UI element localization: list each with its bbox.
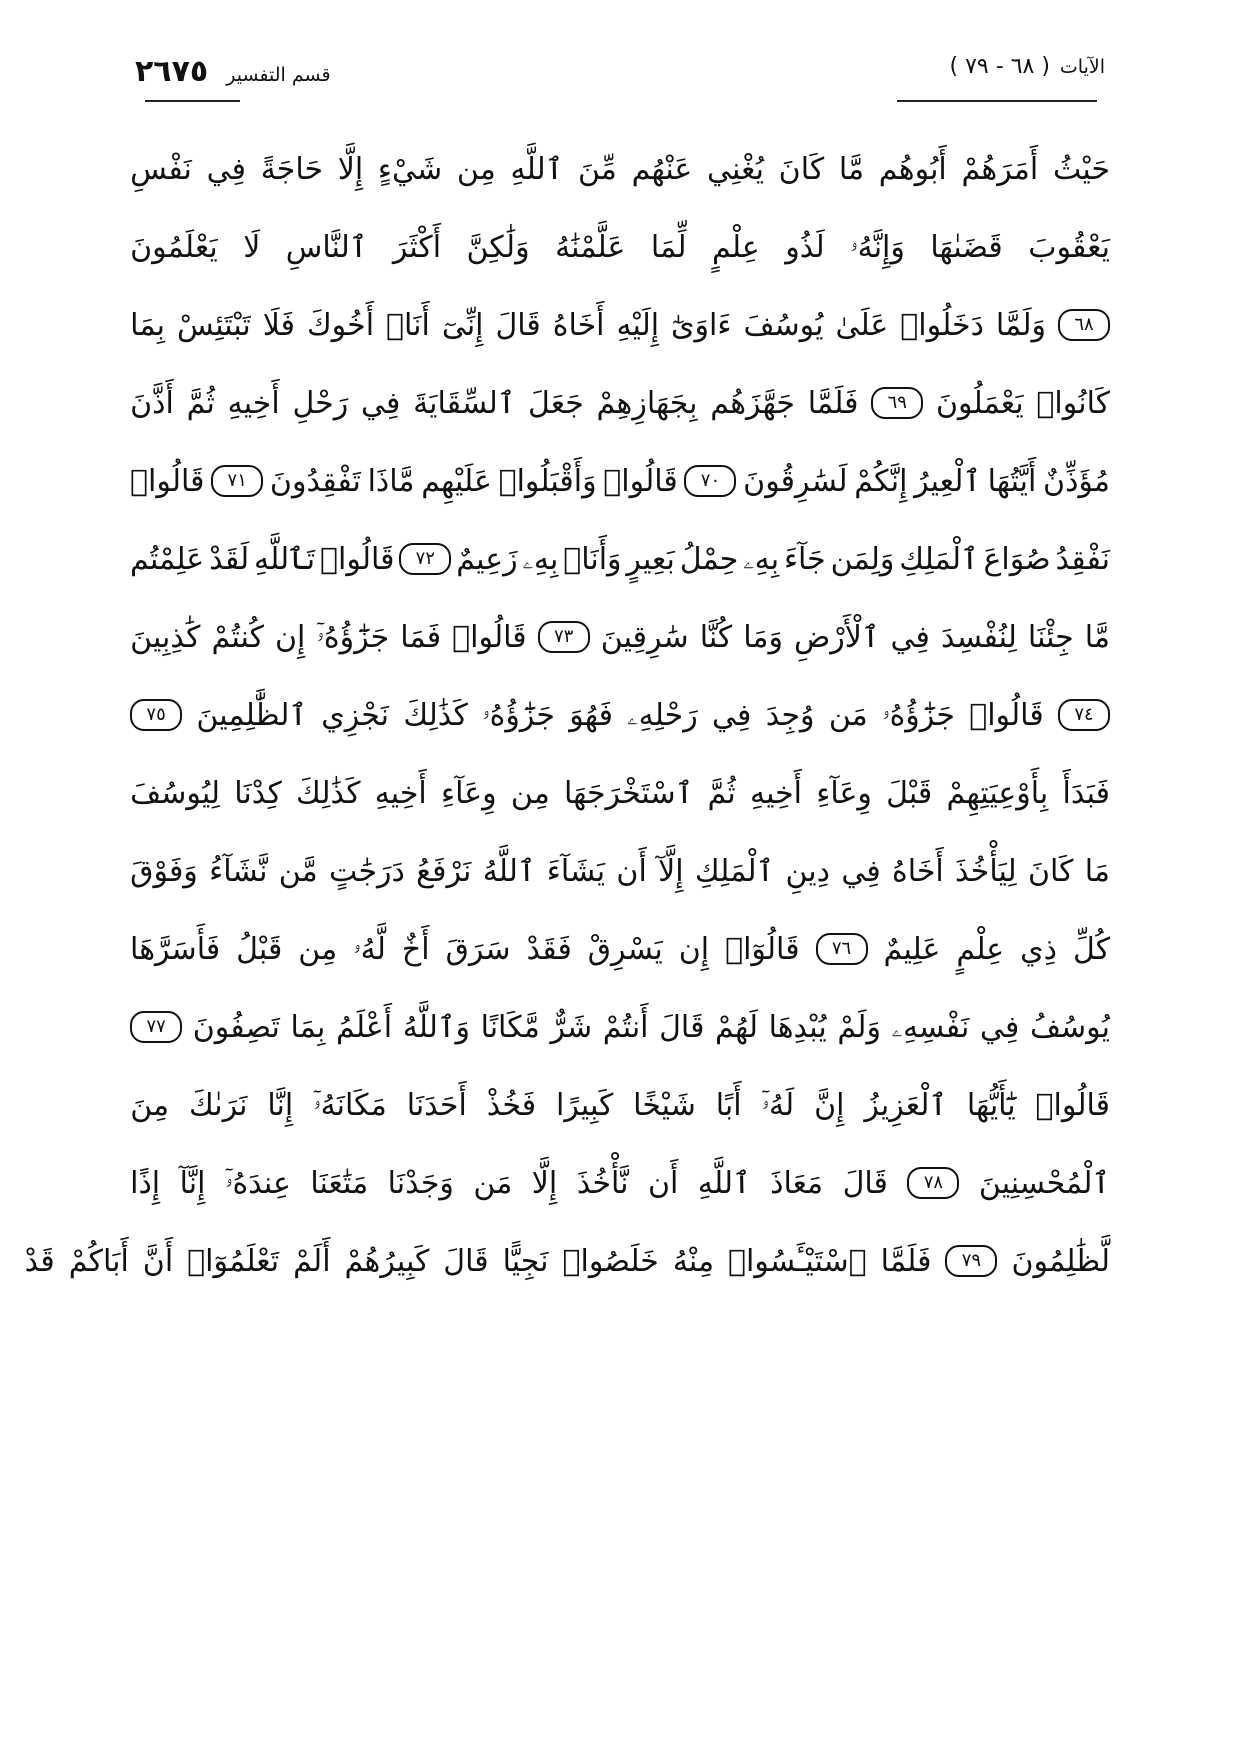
verse-word: لَذُو [785,229,825,265]
verse-number-marker: ٧١ [211,465,263,497]
verse-word: أَخِيهِ [750,775,803,811]
verse-word: فِي [206,151,246,187]
verse-word: لَسَٰرِقُونَ [743,463,848,499]
verse-word: مِن [510,775,550,811]
text-line [130,286,1110,364]
verse-word: أَن [616,853,647,889]
verse-word: تَٱللَّهِ [254,541,316,577]
verse-word: كَذَٰلِكَ [296,775,361,811]
verse-word: شَرٌّ [550,1009,593,1045]
verse-word: عَلَيْهِم [421,463,492,499]
section-title: قسم التفسير [226,64,331,86]
verse-word: ٱلنَّاسِ [285,229,368,265]
verse-word: ثُمَّ [186,385,215,421]
verse-word: أَخِيهِ [227,385,280,421]
verse-word: بِمَا [130,307,166,343]
verse-number-marker: ٦٩ [871,387,923,419]
verse-word: لَهُمْ [715,1009,758,1045]
verse-word: إِن [274,619,306,655]
verse-word: مِن [456,151,496,187]
verse-word: فِي [360,385,401,421]
text-line [130,910,1110,988]
verse-word: مَن [473,1165,513,1201]
verse-word: يَسْرِقْ [587,931,663,967]
verse-word: وَلَٰكِنَّ [466,229,530,265]
verse-word: كِدْنَا [234,775,282,811]
verse-range: ( ٦٨ - ٧٩ ) [949,54,1050,79]
verse-word: ٱلْعِيرُ [914,463,981,499]
verse-word: وَأَقْبَلُوا۟ [498,463,597,499]
verse-word: بِهِۦ [522,541,559,577]
verse-word: نَفْقِدُ [1055,541,1110,577]
verse-word: يُغْنِي [707,151,764,187]
verse-word: وُجِدَ [765,697,815,733]
verse-word: إِلَيْهِ [616,307,660,343]
verse-word: ٱلْمَلِكِ [694,853,775,889]
verse-word: قَالَ [443,1243,489,1279]
verse-word: عَلِمْتُم [130,541,205,577]
verse-word: فِي [890,619,930,655]
verse-word: نَّأْخُذَ [576,1165,629,1201]
verse-word: يُوسُفَ [743,307,824,343]
verse-number-marker: ٦٨ [1058,309,1110,341]
header-right-group [950,54,1105,79]
text-line [130,520,1110,598]
verse-word: ذِي [1020,931,1057,967]
verse-word: إِنَّ [814,1087,845,1123]
verse-word: كَانَ [778,151,825,187]
verse-word: قَالَ [495,307,541,343]
verse-word: وَأَنَا۠ [563,541,622,577]
verse-word: وَلِمَن [830,541,895,577]
verse-word: فَأَسَرَّهَا [130,931,221,967]
verse-word: وِعَآءِ [816,775,872,811]
verse-word: كَذَٰلِكَ [403,697,468,733]
verse-word: قَالُوٓا۟ [725,931,800,967]
verse-word: شَيْءٍ [377,151,443,187]
verse-word: شَيْخًا [633,1087,696,1123]
verse-word: ٱلْأَرْضِ [794,619,880,655]
verse-word: إِلَّآ [658,853,684,889]
verse-word: كَبِيرُهُمْ [344,1243,430,1279]
verse-word: فَلَمَّا [880,1243,932,1279]
verse-word: كُلِّ [1072,931,1110,967]
verse-word: فِي [841,853,881,889]
verse-word: فَهُوَ [569,697,613,733]
verse-word: كَانَ [1028,853,1074,889]
text-line [130,130,1110,208]
header-left-group [135,54,331,89]
verse-word: فَقَدْ [526,931,572,967]
verse-word: تَبْتَئِسْ [176,307,251,343]
verse-word: ٱلظَّٰلِمِينَ [196,697,307,733]
verse-word: مَتَٰعَنَا [310,1165,369,1201]
verse-word: فَخُذْ [486,1087,537,1123]
verse-word: فَلَا [262,307,295,343]
verse-word: أَنَّ [142,1243,174,1279]
verse-word: عَلِيمٌ [883,931,941,967]
verse-word: حَاجَةً [260,151,324,187]
verse-word: أَبَاكُمْ [68,1243,129,1279]
verse-word: سَٰرِقِينَ [600,619,689,655]
verse-word: أَيَّتُهَا [987,463,1037,499]
verse-word: إِنِّىٓ [441,307,484,343]
verse-word: يَعْقُوبَ [1028,229,1110,265]
verse-word: أَن [648,1165,679,1201]
verse-number-marker: ٧٤ [1058,699,1110,731]
verse-word: رَحْلِهِۦ [627,697,698,733]
verse-word: فَلَمَّا [807,385,859,421]
verse-word: مَا [1084,853,1110,889]
verse-word: نَّشَآءُ [209,853,268,889]
verse-word: دِينِ [785,853,830,889]
verse-range-label: الآيات [1059,56,1105,78]
verse-word: نَرْفَعُ [416,853,472,889]
running-header [135,54,1105,110]
verse-word: كُنَّا [699,619,733,655]
verse-number-marker: ٧٣ [538,621,590,653]
verse-word: ٱلْعَزِيزُ [864,1087,947,1123]
text-line [130,676,1110,754]
verse-word: قَالُوا۟ [1035,1087,1110,1123]
verse-word: قَالُوا۟ [452,619,527,655]
verse-word: إِنَّكُمْ [854,463,908,499]
verse-number-marker: ٧٨ [907,1167,959,1199]
verse-word: مِّنَ [577,151,617,187]
verse-word: أَحَدَنَا [406,1087,467,1123]
verse-word: تَفْقِدُونَ [269,463,361,499]
verse-word: مَعَاذَ [770,1165,824,1201]
verse-word: جَهَّزَهُم [710,385,795,421]
verse-word: كَبِيرًا [556,1087,614,1123]
verse-number-marker: ٧٧ [130,1011,182,1043]
verse-word: مَّا [1084,619,1110,655]
verse-number-marker: ٧٥ [130,699,182,731]
verse-word: لَا [243,229,261,265]
verse-word: بِهِۦ [743,541,780,577]
verse-word: قَالُوا۟ [320,541,395,577]
verse-word: فَبَدَأَ [1062,775,1110,811]
verse-word: وَمَا [743,619,783,655]
verse-word: بِمَا [290,1009,326,1045]
text-line [130,208,1110,286]
verse-word: يُوسُفُ [1029,1009,1110,1045]
verse-word: جَزَٰٓؤُهُۥٓ [316,619,390,655]
verse-word: سَرَقَ [445,931,511,967]
page-number: ٢٦٧٥ [135,54,209,89]
verse-word: إِلَّا [337,151,364,187]
verse-word: أَنتُمْ [602,1009,649,1045]
verse-word: أَلَمْ [293,1243,331,1279]
verse-word: يَعْمَلُونَ [936,385,1024,421]
verse-word: ٱسْتَيْـَٔسُوا۟ [728,1243,867,1279]
verse-word: قَضَىٰهَا [930,229,1003,265]
verse-word: لَّظَٰلِمُونَ [1011,1243,1110,1279]
verse-word: أَخَاهُ [891,853,944,889]
verse-word: لِيُوسُفَ [130,775,221,811]
verse-word: إِلَّا [531,1165,558,1201]
verse-word: أَخَاهُ [552,307,605,343]
verse-word: نَفْسِهِۦ [891,1009,970,1045]
verse-word: بِجَهَازِهِمْ [596,385,698,421]
verse-word: قَبْلَ [886,775,933,811]
verse-word: بَعِيرٍ [626,541,675,577]
verse-word: وَلَمَّا [995,307,1047,343]
verse-word: رَحْلِ [292,385,349,421]
verse-word: ٱلْمَلِكِ [899,541,979,577]
verse-word: قَدْ [24,1243,55,1279]
verse-word: يَٰٓأَيُّهَا [966,1087,1016,1123]
verse-word: أَمَرَهُمْ [961,151,1039,187]
verse-word: دَرَجَٰتٍ [328,853,405,889]
text-line [130,442,1110,520]
verse-word: لَقَدْ [209,541,250,577]
text-line [130,364,1110,442]
text-line [130,988,1110,1066]
verse-word: جَزَٰٓؤُهُۥ [482,697,555,733]
verse-word: تَعْلَمُوٓا۟ [187,1243,280,1279]
verse-word: عَلَّمْنَٰهُ [555,229,626,265]
verse-word: قَالَ [842,1165,888,1201]
verse-word: أَخٌ [401,931,430,967]
verse-word: مِنَ [130,1087,170,1123]
verse-word: نَرَىٰكَ [188,1087,248,1123]
verse-word: إِذًا [130,1165,161,1201]
verse-word: قَالُوا۟ [130,463,205,499]
verse-word: كُنتُمْ [211,619,264,655]
verse-word: وَفَوْقَ [130,853,198,889]
verse-word: ٱللَّهُ [482,853,536,889]
verse-text-block [24,130,1110,1300]
verse-word: أَخِيهِ [374,775,427,811]
verse-word: جَآءَ [783,541,826,577]
verse-word: ٱلسِّقَايَةَ [413,385,516,421]
verse-word: أَعْلَمُ [335,1009,393,1045]
verse-number-marker: ٧٩ [945,1245,997,1277]
text-line [130,1144,1110,1222]
verse-word: أَنَا۠ [386,307,430,343]
verse-word: وَٱللَّهُ [402,1009,470,1045]
verse-word: مَّكَانًا [480,1009,540,1045]
verse-word: كَٰذِبِينَ [130,619,201,655]
verse-word: قَالُوا۟ [969,697,1044,733]
verse-word: فَمَا [400,619,442,655]
verse-number-marker: ٧٢ [399,543,451,575]
verse-word: حِمْلُ [679,541,739,577]
verse-word: جِئْنَا [1027,619,1074,655]
verse-word: يُبْدِهَا [768,1009,827,1045]
verse-word: ٱسْتَخْرَجَهَا [564,775,694,811]
verse-word: وَجَدْنَا [387,1165,454,1201]
text-line [24,1222,1110,1300]
verse-word: يَعْلَمُونَ [130,229,218,265]
verse-word: كَانُوا۟ [1036,385,1110,421]
verse-word: عِلْمٍ [956,931,1005,967]
verse-word: مَّاذَا [367,463,415,499]
text-line [130,1066,1110,1144]
verse-word: يَشَآءَ [546,853,606,889]
verse-word: صُوَاعَ [983,541,1051,577]
verse-word: عِلْمٍ [711,229,760,265]
verse-word: بِأَوْعِيَتِهِمْ [946,775,1049,811]
text-line [130,754,1110,832]
verse-word: مِنْهُ [672,1243,715,1279]
header-rule-right [897,100,1097,102]
verse-word: لِّمَا [650,229,687,265]
verse-word: نَجْزِي [321,697,389,733]
verse-word: تَصِفُونَ [192,1009,280,1045]
verse-word: لَهُۥٓ [761,1087,795,1123]
verse-word: نَجِيًّا [502,1243,549,1279]
verse-word: زَعِيمٌ [456,541,518,577]
verse-word: لَّهُۥ [353,931,386,967]
verse-word: نَفْسِ [130,151,192,187]
verse-word: ٱللَّهِ [697,1165,751,1201]
verse-word: إِنَّآ [179,1165,206,1201]
verse-word: أَخُوكَ [306,307,375,343]
verse-word: عِندَهُۥٓ [224,1165,291,1201]
header-rule-left [145,100,240,102]
verse-word: مَّا [838,151,865,187]
verse-word: أَكْثَرَ [392,229,442,265]
verse-word: جَعَلَ [528,385,584,421]
verse-word: فِي [979,1009,1020,1045]
verse-number-marker: ٧٦ [816,933,868,965]
verse-word: قَالُوا۟ [603,463,678,499]
verse-word: إِن [678,931,710,967]
verse-word: إِنَّا [267,1087,294,1123]
verse-word: لِيَأْخُذَ [955,853,1017,889]
text-line [130,832,1110,910]
verse-word: لِنُفْسِدَ [940,619,1017,655]
verse-word: مُؤَذِّنٌ [1043,463,1110,499]
verse-word: قَالَ [659,1009,705,1045]
verse-word: ٱلْمُحْسِنِينَ [978,1165,1110,1201]
verse-word: دَخَلُوا۟ [900,307,984,343]
verse-word: أَبُوهُم [878,151,947,187]
verse-word: ثُمَّ [707,775,736,811]
text-line [130,598,1110,676]
verse-word: وِعَآءِ [440,775,497,811]
verse-word: مِن [298,931,338,967]
verse-word: مَّن [278,853,318,889]
verse-word: وَإِنَّهُۥ [850,229,905,265]
verse-word: ٱللَّهِ [510,151,564,187]
verse-word: حَيْثُ [1052,151,1110,187]
verse-word: مَن [828,697,868,733]
verse-word: خَلَصُوا۟ [562,1243,659,1279]
verse-word: فِي [712,697,752,733]
verse-number-marker: ٧٠ [684,465,736,497]
verse-word: جَزَٰٓؤُهُۥ [882,697,955,733]
verse-word: أَذَّنَ [130,385,174,421]
verse-word: مَكَانَهُۥٓ [313,1087,387,1123]
verse-word: أَبًا [715,1087,742,1123]
verse-word: عَلَىٰ [835,307,889,343]
verse-word: قَبْلُ [236,931,283,967]
verse-word: عَنْهُم [631,151,693,187]
verse-word: وَلَمْ [837,1009,881,1045]
verse-word: ءَاوَىٰٓ [671,307,732,343]
